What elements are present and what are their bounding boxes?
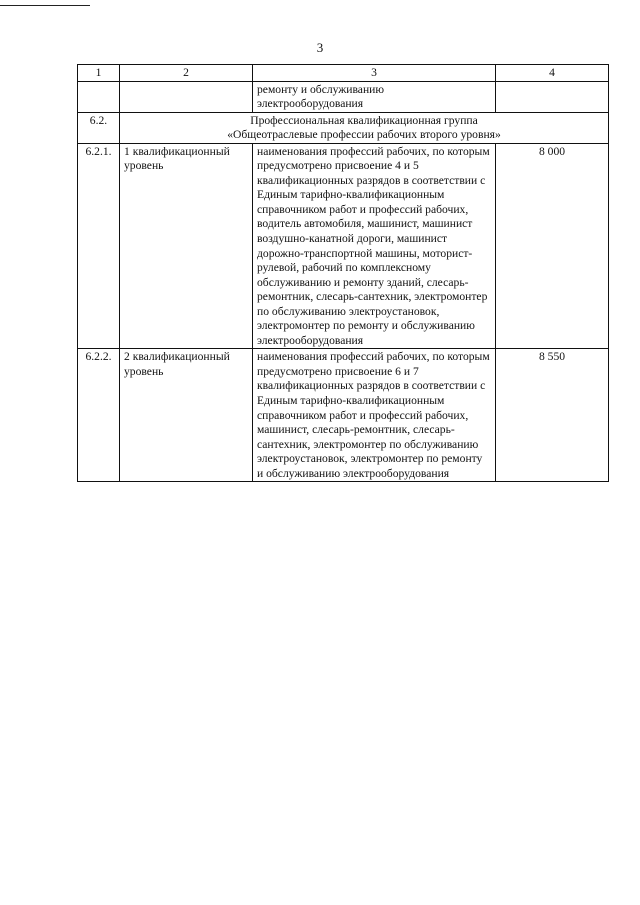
header-col-3: 3: [253, 65, 496, 82]
group-row: [78, 112, 609, 143]
row-salary: 8 000: [496, 143, 609, 349]
row-salary: 8 550: [496, 349, 609, 482]
page-number: 3: [316, 40, 324, 55]
table-row: [78, 349, 609, 482]
row-code: 6.2.2.: [78, 349, 120, 482]
continuation-row: [78, 81, 609, 112]
row-level: 1 квалификационный уровень: [120, 143, 253, 349]
header-row: [78, 65, 609, 82]
continuation-description: ремонту и обслуживанию электрооборудования: [253, 81, 496, 112]
header-col-2: 2: [120, 65, 253, 82]
header-col-4: 4: [496, 65, 609, 82]
continuation-level-cell: [120, 81, 253, 112]
row-description: наименования профессий рабочих, по которым предусмотрено присвоение 4 и 5 квалификационных разрядов в соответствии с Единым тарифно-квалификационным справочником работ и профессий рабочих, водитель автомобиля, машинист, машинист воздушно-канатной дороги, машинист дорожно-транспортной машины, моторист-рулевой, рабочий по комплексному обслуживанию и ремонту зданий, слесарь-ремонтник, слесарь-сантехник, электромонтер по обслуживанию электроустановок, электромонтер по ремонту и обслуживанию электрооборудования: [253, 143, 496, 349]
qualification-table: [77, 64, 609, 482]
continuation-salary-cell: [496, 81, 609, 112]
continuation-code-cell: [78, 81, 120, 112]
row-code: 6.2.1.: [78, 143, 120, 349]
group-code: 6.2.: [78, 112, 120, 143]
row-description: наименования профессий рабочих, по которым предусмотрено присвоение 6 и 7 квалификационных разрядов в соответствии с Единым тарифно-квалификационным справочником работ и профессий рабочих, машинист, слесарь-ремонтник, слесарь-сантехник, электромонтер по обслуживанию электроустановок, электромонтер по ремонту и обслуживанию электрооборудования: [253, 349, 496, 482]
group-title-line1: Профессиональная квалификационная группа: [250, 113, 478, 127]
table-row: [78, 143, 609, 349]
header-col-1: 1: [78, 65, 120, 82]
group-title-cell: [120, 112, 609, 143]
row-level: 2 квалификационный уровень: [120, 349, 253, 482]
group-title-line2: «Общеотраслевые профессии рабочих второго уровня»: [227, 128, 501, 142]
top-left-rule: [0, 5, 90, 6]
